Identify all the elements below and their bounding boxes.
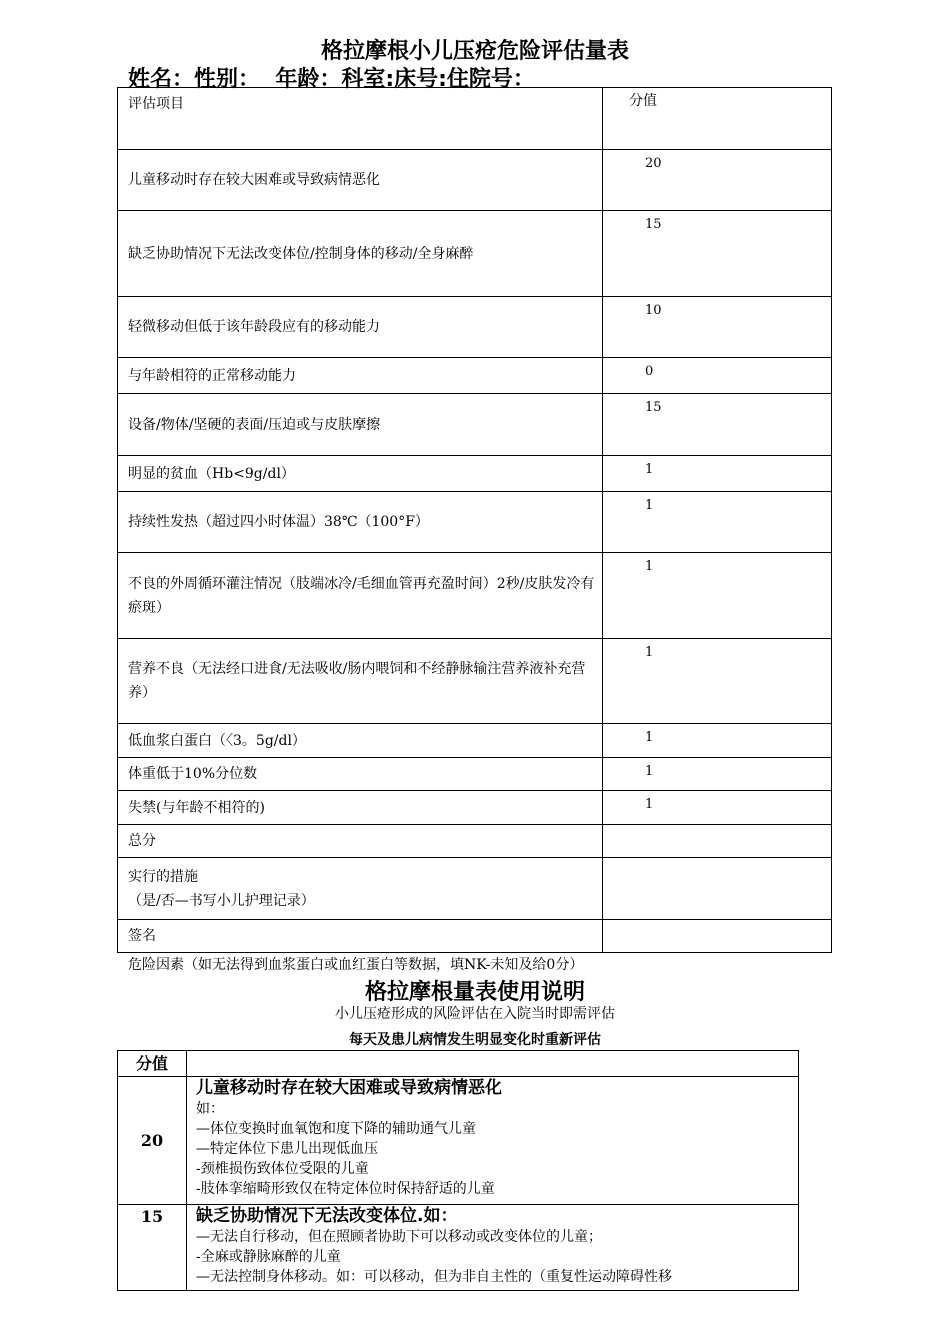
- row-item: 失禁(与年龄不相符的): [118, 791, 603, 825]
- row-item: 与年龄相符的正常移动能力: [118, 358, 603, 394]
- guide-row-line: —体位变换时血氧饱和度下降的辅助通气儿童: [196, 1121, 476, 1137]
- row-item: 缺乏协助情况下无法改变体位/控制身体的移动/全身麻醉: [118, 211, 603, 297]
- row-item: 不良的外周循环灌注情况（肢端冰冷/毛细血管再充盈时间）2秒/皮肤发冷有瘀斑）: [118, 553, 603, 639]
- table-row: [118, 150, 832, 211]
- guide-row-desc: [187, 1205, 799, 1291]
- row-item: 轻微移动但低于该年龄段应有的移动能力: [118, 297, 603, 358]
- row-score: 15: [603, 394, 832, 456]
- table-row: [118, 758, 832, 791]
- table-row: [118, 394, 832, 456]
- measures-row: [118, 858, 832, 920]
- guide-row-line: 如：: [196, 1101, 224, 1117]
- assessment-table: [117, 87, 832, 953]
- guide-title: 格拉摩根量表使用说明: [364, 980, 585, 1005]
- measures-cell: [118, 858, 603, 920]
- total-label: 总分: [118, 825, 603, 858]
- row-score: 1: [603, 758, 832, 791]
- guide-header-score: 分值: [118, 1051, 187, 1077]
- table-row: [118, 297, 832, 358]
- row-score: 10: [603, 297, 832, 358]
- table-row: [118, 791, 832, 825]
- guide-row-heading: 缺乏协助情况下无法改变体位.如：: [196, 1206, 458, 1226]
- patient-info-line: 姓名：性别： 年龄：科室:床号:住院号：: [128, 67, 535, 92]
- measures-note: （是/否—书写小儿护理记录）: [128, 892, 315, 909]
- footnote: 危险因素（如无法得到血浆蛋白或血红蛋白等数据，填NK-未知及给0分）: [128, 957, 584, 973]
- guide-subtitle-1: 小儿压疮形成的风险评估在入院当时即需评估: [335, 1006, 615, 1022]
- row-item: 持续性发热（超过四小时体温）38℃（100°F）: [118, 492, 603, 553]
- sign-label: 签名: [118, 920, 603, 953]
- header-item: 评估项目: [118, 88, 603, 150]
- row-item: 营养不良（无法经口进食/无法吸收/肠内喂饲和不经静脉输注营养液补充营养）: [118, 639, 603, 724]
- guide-row-desc: [187, 1077, 799, 1205]
- row-score: 1: [603, 639, 832, 724]
- table-header-row: [118, 88, 832, 150]
- table-row: [118, 639, 832, 724]
- sign-row: [118, 920, 832, 953]
- guide-row-line: -颈椎损伤致体位受限的儿童: [196, 1161, 369, 1177]
- measures-value: [603, 858, 832, 920]
- guide-row-line: -全麻或静脉麻醉的儿童: [196, 1249, 341, 1265]
- row-score: 1: [603, 456, 832, 492]
- guide-subtitle-2: 每天及患儿病情发生明显变化时重新评估: [349, 1032, 601, 1048]
- table-row: [118, 456, 832, 492]
- guide-row-line: —特定体位下患儿出现低血压: [196, 1141, 378, 1157]
- table-row: [118, 211, 832, 297]
- guide-row-score: 20: [118, 1077, 187, 1205]
- row-score: 1: [603, 492, 832, 553]
- row-score: 20: [603, 150, 832, 211]
- guide-row-line: -肢体挛缩畸形致仅在特定体位时保持舒适的儿童: [196, 1181, 495, 1197]
- measures-label: 实行的措施: [128, 868, 198, 885]
- table-row: [118, 724, 832, 758]
- row-score: 1: [603, 724, 832, 758]
- guide-row-heading: 儿童移动时存在较大困难或导致病情恶化: [196, 1078, 502, 1098]
- guide-header-desc: [187, 1051, 799, 1077]
- guide-row-score: 15: [118, 1205, 187, 1291]
- guide-row-line: —无法自行移动，但在照顾者协助下可以移动或改变体位的儿童；: [196, 1229, 602, 1245]
- row-item: 儿童移动时存在较大困难或导致病情恶化: [118, 150, 603, 211]
- total-row: [118, 825, 832, 858]
- row-score: 1: [603, 553, 832, 639]
- guide-header-row: [118, 1051, 799, 1077]
- row-item: 体重低于10%分位数: [118, 758, 603, 791]
- guide-row: [118, 1205, 799, 1291]
- guide-table: [117, 1050, 799, 1291]
- guide-row: [118, 1077, 799, 1205]
- header-score: 分值: [603, 88, 832, 150]
- row-item: 低血浆白蛋白（〈3。5g/dl）: [118, 724, 603, 758]
- table-row: [118, 553, 832, 639]
- guide-row-line: —无法控制身体移动。如：可以移动，但为非自主性的（重复性运动障碍性移: [196, 1269, 672, 1285]
- total-value: [603, 825, 832, 858]
- row-score: 0: [603, 358, 832, 394]
- sign-value: [603, 920, 832, 953]
- row-score: 15: [603, 211, 832, 297]
- table-row: [118, 358, 832, 394]
- row-item: 明显的贫血（Hb<9g/dl）: [118, 456, 603, 492]
- page-title: 格拉摩根小儿压疮危险评估量表: [320, 39, 629, 64]
- table-row: [118, 492, 832, 553]
- row-score: 1: [603, 791, 832, 825]
- row-item: 设备/物体/坚硬的表面/压迫或与皮肤摩擦: [118, 394, 603, 456]
